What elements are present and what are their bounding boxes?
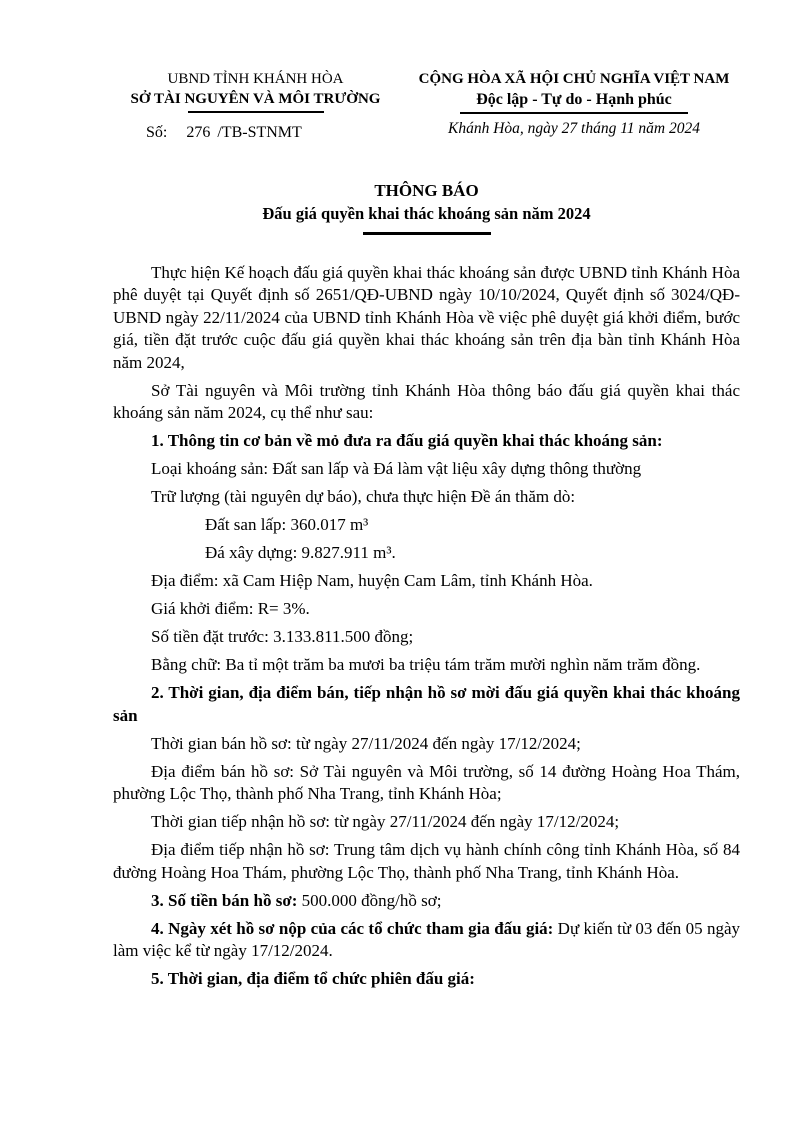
- org-parent: UBND TỈNH KHÁNH HÒA: [167, 71, 344, 87]
- section-3-line: [113, 890, 740, 913]
- para-receive-place: Địa điểm tiếp nhận hồ sơ: Trung tâm dịch vụ hành chính công tỉnh Khánh Hòa, số 84 đường Hoàng Hoa Thám, phường Lộc Thọ, thành phố Nha Trang, tỉnh Khánh Hòa.: [113, 840, 740, 882]
- national-title: CỘNG HÒA XÃ HỘI CHỦ NGHĨA VIỆT NAM: [418, 71, 730, 87]
- para-receive-time: Thời gian tiếp nhận hồ sơ: từ ngày 27/11/2024 đến ngày 17/12/2024;: [151, 812, 620, 831]
- section-3-heading: 3. Số tiền bán hồ sơ:: [151, 890, 298, 910]
- para-deposit-words: Bằng chữ: Ba tỉ một trăm ba mươi ba triệu tám trăm mười nghìn năm trăm đồng.: [151, 655, 701, 674]
- para-starting-price: Giá khởi điểm: R= 3%.: [151, 599, 310, 618]
- doc-number-label: Số:: [146, 124, 168, 141]
- para-intro-2: Sở Tài nguyên và Môi trường tỉnh Khánh Hòa thông báo đấu giá quyền khai thác khoáng sản năm 2024, cụ thể như sau:: [113, 380, 740, 422]
- section-4-text: Dự kiến từ 03 đến 05 ngày làm việc kể từ ngày 17/12/2024.: [113, 918, 740, 960]
- para-deposit: Số tiền đặt trước: 3.133.811.500 đồng;: [151, 627, 414, 646]
- para-reserve: Trữ lượng (tài nguyên dự báo), chưa thực hiện Đề án thăm dò:: [151, 487, 576, 506]
- para-location: Địa điểm: xã Cam Hiệp Nam, huyện Cam Lâm, tỉnh Khánh Hòa.: [151, 571, 593, 590]
- title-underline: [363, 232, 491, 235]
- section-4-line: [113, 918, 740, 963]
- section-5-heading: 5. Thời gian, địa điểm tổ chức phiên đấu giá:: [151, 969, 475, 988]
- para-intro-1: Thực hiện Kế hoạch đấu giá quyền khai thác khoáng sản được UBND tỉnh Khánh Hòa phê duyệt tại Quyết định số 2651/QĐ-UBND ngày 10/10/2024, Quyết định số 3024/QĐ-UBND ngày 22/11/2024 của UBND tỉnh Khánh Hòa về việc phê duyệt giá khởi điểm, bước giá, tiền đặt trước cuộc đấu giá quyền khai thác khoáng sản trên địa bàn tỉnh Khánh Hòa năm 2024,: [113, 262, 740, 372]
- para-sale-place: Địa điểm bán hồ sơ: Sở Tài nguyên và Môi trường, số 14 đường Hoàng Hoa Thám, phường Lộc Thọ, thành phố Nha Trang, tỉnh Khánh Hòa;: [113, 761, 740, 803]
- section-1-heading: 1. Thông tin cơ bản về mỏ đưa ra đấu giá quyền khai thác khoáng sản:: [151, 431, 663, 450]
- para-reserve-stone: Đá xây dựng: 9.827.911 m³.: [205, 543, 396, 562]
- section-4-heading: 4. Ngày xét hồ sơ nộp của các tổ chức tham gia đấu giá:: [151, 918, 554, 938]
- doc-number: 276: [186, 124, 211, 141]
- document-header: [113, 70, 740, 142]
- document-content: [113, 70, 740, 996]
- national-motto: Độc lập - Tự do - Hạnh phúc: [476, 91, 672, 108]
- document-body: [113, 262, 740, 991]
- national-header-block: [408, 70, 740, 138]
- section-3-text: 500.000 đồng/hồ sơ;: [301, 890, 442, 910]
- title-block: [113, 179, 740, 235]
- org-name: SỞ TÀI NGUYÊN VÀ MÔI TRƯỜNG: [130, 91, 381, 107]
- section-2-heading: 2. Thời gian, địa điểm bán, tiếp nhận hồ sơ mời đấu giá quyền khai thác khoáng sản: [113, 683, 740, 725]
- place-date-line: Khánh Hòa, ngày 27 tháng 11 năm 2024: [447, 120, 700, 137]
- para-sale-time: Thời gian bán hồ sơ: từ ngày 27/11/2024 đến ngày 17/12/2024;: [151, 733, 581, 753]
- issuing-agency-block: [113, 70, 398, 142]
- document-title: THÔNG BÁO: [374, 181, 479, 200]
- motto-underline: [460, 112, 688, 114]
- doc-number-suffix: /TB-STNMT: [217, 124, 302, 141]
- document-subtitle: Đấu giá quyền khai thác khoáng sản năm 2024: [262, 204, 591, 223]
- org-name-underline: [188, 111, 324, 113]
- doc-number-line: [113, 124, 398, 142]
- para-reserve-soil: Đất san lấp: 360.017 m³: [205, 515, 369, 534]
- para-mineral-type: Loại khoáng sản: Đất san lấp và Đá làm vật liệu xây dựng thông thường: [151, 459, 642, 478]
